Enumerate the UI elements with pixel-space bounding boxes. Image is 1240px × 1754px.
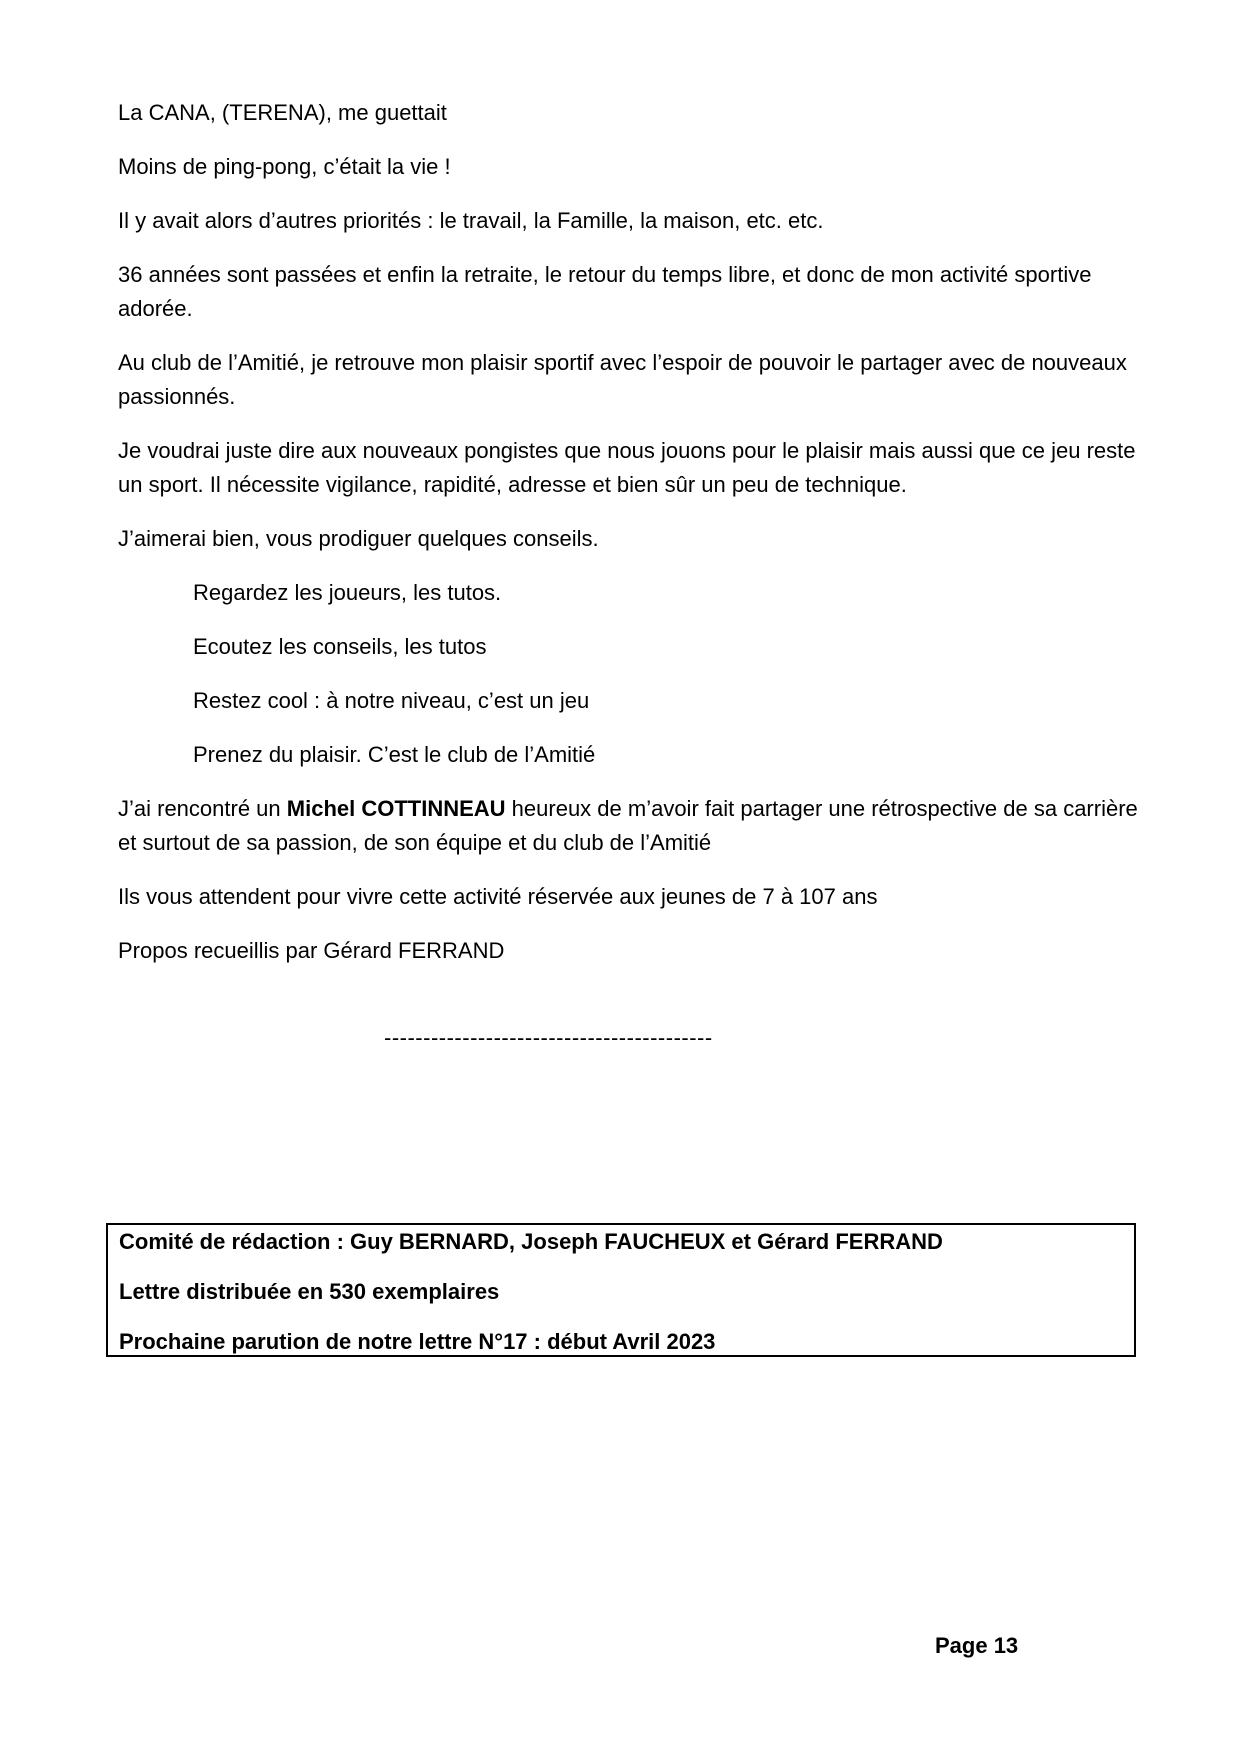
interviewee-name: Michel COTTINNEAU (286, 796, 506, 821)
paragraph-met-michel (118, 792, 1138, 860)
paragraph-advice-intro: J’aimerai bien, vous prodiguer quelques conseils. (118, 526, 599, 551)
paragraph-priorities: Il y avait alors d’autres priorités : le travail, la Famille, la maison, etc. etc. (118, 208, 824, 233)
paragraph-retirement: 36 années sont passées et enfin la retraite, le retour du temps libre, et donc de mon activité sportive adorée. (118, 262, 1092, 321)
advice-item: Ecoutez les conseils, les tutos (193, 634, 487, 659)
article-body (118, 96, 1138, 988)
paragraph-ping-pong: Moins de ping-pong, c’était la vie ! (118, 154, 451, 179)
paragraph-club-amitie: Au club de l’Amitié, je retrouve mon plaisir sportif avec l’espoir de pouvoir le partager avec de nouveaux passionnés. (118, 350, 1127, 409)
advice-item: Restez cool : à notre niveau, c’est un jeu (193, 688, 590, 713)
advice-item: Prenez du plaisir. C’est le club de l’Amitié (193, 742, 596, 767)
editorial-committee: Comité de rédaction : Guy BERNARD, Joseph FAUCHEUX et Gérard FERRAND (119, 1229, 943, 1254)
met-text-before: J’ai rencontré un (118, 796, 287, 821)
next-issue: Prochaine parution de notre lettre N°17 : début Avril 2023 (119, 1329, 716, 1354)
dashed-separator: ------------------------------------------ (384, 1025, 713, 1050)
paragraph-cana: La CANA, (TERENA), me guettait (118, 100, 447, 125)
paragraph-new-players: Je voudrai juste dire aux nouveaux pongistes que nous jouons pour le plaisir mais aussi que ce jeu reste un sport. Il nécessite vigilance, rapidité, adresse et bien sûr un peu de technique. (118, 438, 1136, 497)
paragraph-invitation: Ils vous attendent pour vivre cette activité réservée aux jeunes de 7 à 107 ans (118, 884, 878, 909)
distribution-count: Lettre distribuée en 530 exemplaires (119, 1279, 500, 1304)
met-text-after: heureux de m’avoir fait partager une rétrospective de sa carrière et surtout de sa passion, de son équipe et du club de l’Amitié (118, 796, 1138, 855)
page-number: Page 13 (935, 1633, 1019, 1658)
editorial-box (106, 1223, 1136, 1357)
advice-item: Regardez les joueurs, les tutos. (193, 580, 502, 605)
paragraph-credits: Propos recueillis par Gérard FERRAND (118, 938, 505, 963)
